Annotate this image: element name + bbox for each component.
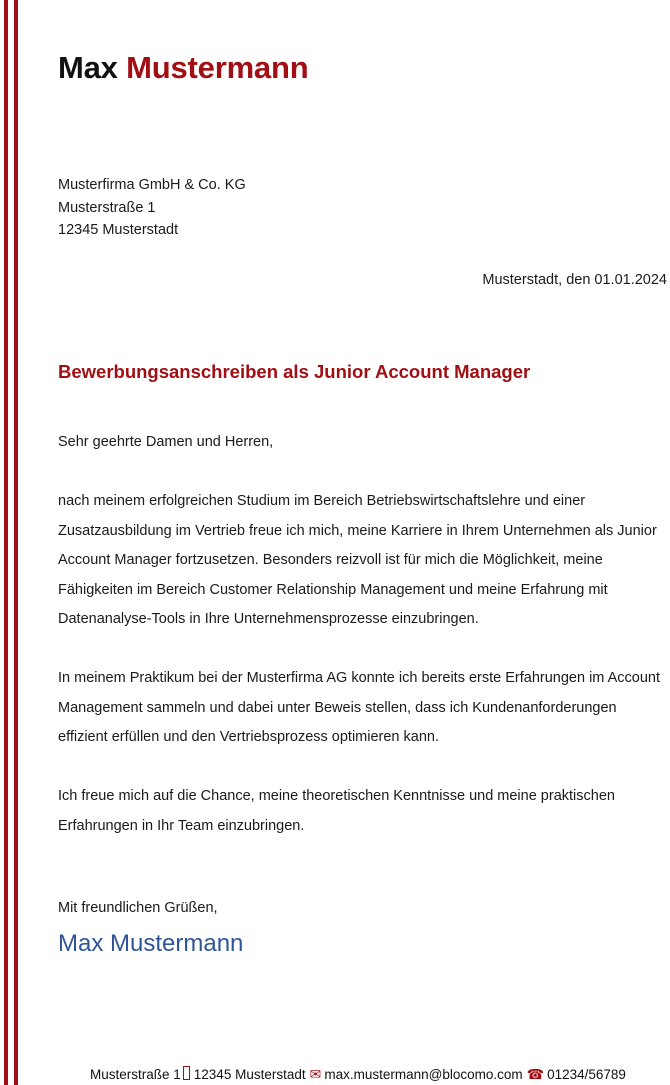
last-name: Mustermann <box>126 50 309 85</box>
phone-icon: ☎ <box>526 1066 545 1082</box>
recipient-city: 12345 Musterstadt <box>58 222 179 238</box>
applicant-name-heading <box>58 50 308 86</box>
subject-line: Bewerbungsanschreiben als Junior Account Manager <box>58 361 531 382</box>
paragraph-2: In meinem Praktikum bei der Musterfirma AG konnte ich bereits erste Erfahrungen im Account Management sammeln und dabei unter Beweis stellen, dass ich Kundenanforderungen effizient erfüllen und den Vertriebsprozess optimieren kann. <box>58 670 661 745</box>
closing: Mit freundlichen Grüßen, <box>58 900 218 916</box>
footer-email[interactable]: max.mustermann@blocomo.com <box>324 1067 523 1082</box>
recipient-street: Musterstraße 1 <box>58 199 156 216</box>
first-name: Max <box>58 50 118 85</box>
date-line: Musterstadt, den 01.01.2024 <box>482 272 667 288</box>
footer-contact <box>90 1066 626 1083</box>
salutation: Sehr geehrte Damen und Herren, <box>58 434 274 450</box>
recipient-address <box>58 174 246 242</box>
footer-city: 12345 Musterstadt <box>193 1067 306 1082</box>
paragraph-1: nach meinem erfolgreichen Studium im Bereich Betriebswirtschaftslehre und einer Zusatzausbildung im Vertrieb freue ich mich, meine Karriere in Ihrem Unternehmen als Junior Account Manager fortzusetzen. Besonders reizvoll ist für mich die Möglichkeit, meine Fähigkeiten im Bereich Customer Relationship Management und meine Erfahrung mit Datenanalyse-Tools in Ihre Unternehmensprozesse einzubringen. <box>58 493 657 627</box>
footer-street: Musterstraße 1 <box>90 1067 181 1082</box>
paragraph-3: Ich freue mich auf die Chance, meine theoretischen Kenntnisse und meine praktischen Erfahrungen in Ihr Team einzubringen. <box>58 788 615 834</box>
decorative-bar-left <box>4 0 8 1085</box>
decorative-bar-right <box>14 0 18 1085</box>
letter-body <box>58 428 664 871</box>
signature: Max Mustermann <box>58 930 244 957</box>
envelope-icon: ✉ <box>309 1066 322 1082</box>
recipient-company: Musterfirma GmbH & Co. KG <box>58 177 246 193</box>
footer-phone[interactable]: 01234/56789 <box>547 1067 626 1082</box>
separator-icon <box>183 1066 190 1080</box>
